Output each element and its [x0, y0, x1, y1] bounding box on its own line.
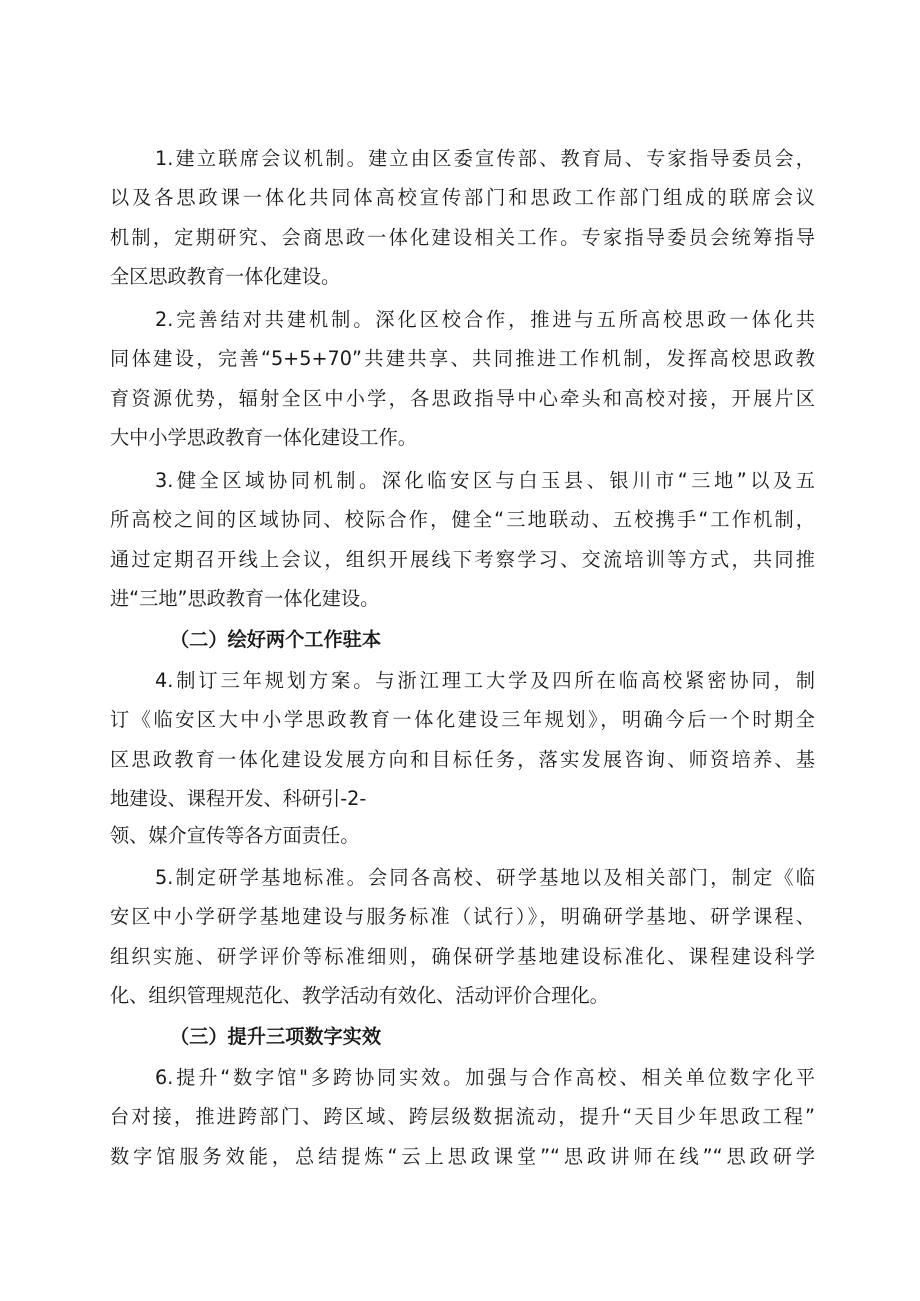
paragraph-2-line-1: 2.完善结对共建机制。深化区校合作，推进与五所高校思政一体化共: [155, 308, 815, 331]
paragraph-3-line-2: 所高校之间的区域协同、校际合作，健全“三地联动、五校携手“工作机制，: [110, 508, 815, 531]
paragraph-4-line-3: 区思政教育一体化建设发展方向和目标任务，落实发展咨询、师资培养、基: [110, 748, 815, 771]
paragraph-5-line-1: 5.制定研学基地标准。会同各高校、研学基地以及相关部门，制定《临: [155, 866, 815, 889]
paragraph-2-line-4: 大中小学思政教育一体化建设工作。: [110, 426, 417, 449]
paragraph-5-line-2: 安区中小学研学基地建设与服务标准（试行）》，明确研学基地、研学课程、: [110, 905, 815, 928]
paragraph-4-line-4: 地建设、课程开发、科研引-2-: [110, 787, 367, 810]
section-heading-3: （三）提升三项数字实效: [170, 1025, 382, 1048]
paragraph-2-line-3: 育资源优势，辐射全区中小学，各思政指导中心牵头和高校对接，开展片区: [110, 387, 815, 410]
paragraph-4-line-1: 4.制订三年规划方案。与浙江理工大学及四所在临高校紧密协同，制: [155, 669, 815, 692]
paragraph-3-line-3: 通过定期召开线上会议，组织开展线下考察学习、交流培训等方式，共同推: [110, 548, 815, 571]
section-heading-2: （二）绘好两个工作驻本: [170, 628, 382, 651]
paragraph-4-line-2: 订《临安区大中小学思政教育一体化建设三年规划》，明确今后一个时期全: [110, 708, 815, 731]
paragraph-2-line-2: 同体建设，完善“5+5+70”共建共享、共同推进工作机制，发挥高校思政教: [110, 347, 815, 370]
paragraph-5-line-4: 化、组织管理规范化、教学活动有效化、活动评价合理化。: [110, 984, 609, 1007]
paragraph-1-line-3: 机制，定期研究、会商思政一体化建设相关工作。专家指导委员会统筹指导: [110, 226, 815, 249]
paragraph-6-line-3: 数字馆服务效能，总结提炼“云上思政课堂”“思政讲师在线”“思政研学: [110, 1145, 815, 1168]
paragraph-6-line-1: 6.提升“数字馆"多跨协同实效。加强与合作高校、相关单位数字化平: [155, 1066, 815, 1089]
paragraph-6-line-2: 台对接，推进跨部门、跨区域、跨层级数据流动，提升“天目少年思政工程”: [110, 1105, 815, 1128]
paragraph-1-line-4: 全区思政教育一体化建设。: [110, 265, 341, 288]
paragraph-1-line-1: 1.建立联席会议机制。建立由区委宣传部、教育局、专家指导委员会，: [155, 147, 815, 170]
paragraph-5-line-3: 组织实施、研学评价等标准细则，确保研学基地建设标准化、课程建设科学: [110, 945, 815, 968]
paragraph-3-line-1: 3.健全区域协同机制。深化临安区与白玉县、银川市“三地”以及五: [155, 469, 815, 492]
paragraph-4-line-5: 领、媒介宣传等各方面责任。: [110, 824, 360, 847]
paragraph-3-line-4: 进“三地”思政教育一体化建设。: [110, 587, 380, 610]
paragraph-1-line-2: 以及各思政课一体化共同体高校宣传部门和思政工作部门组成的联席会议: [110, 186, 815, 209]
